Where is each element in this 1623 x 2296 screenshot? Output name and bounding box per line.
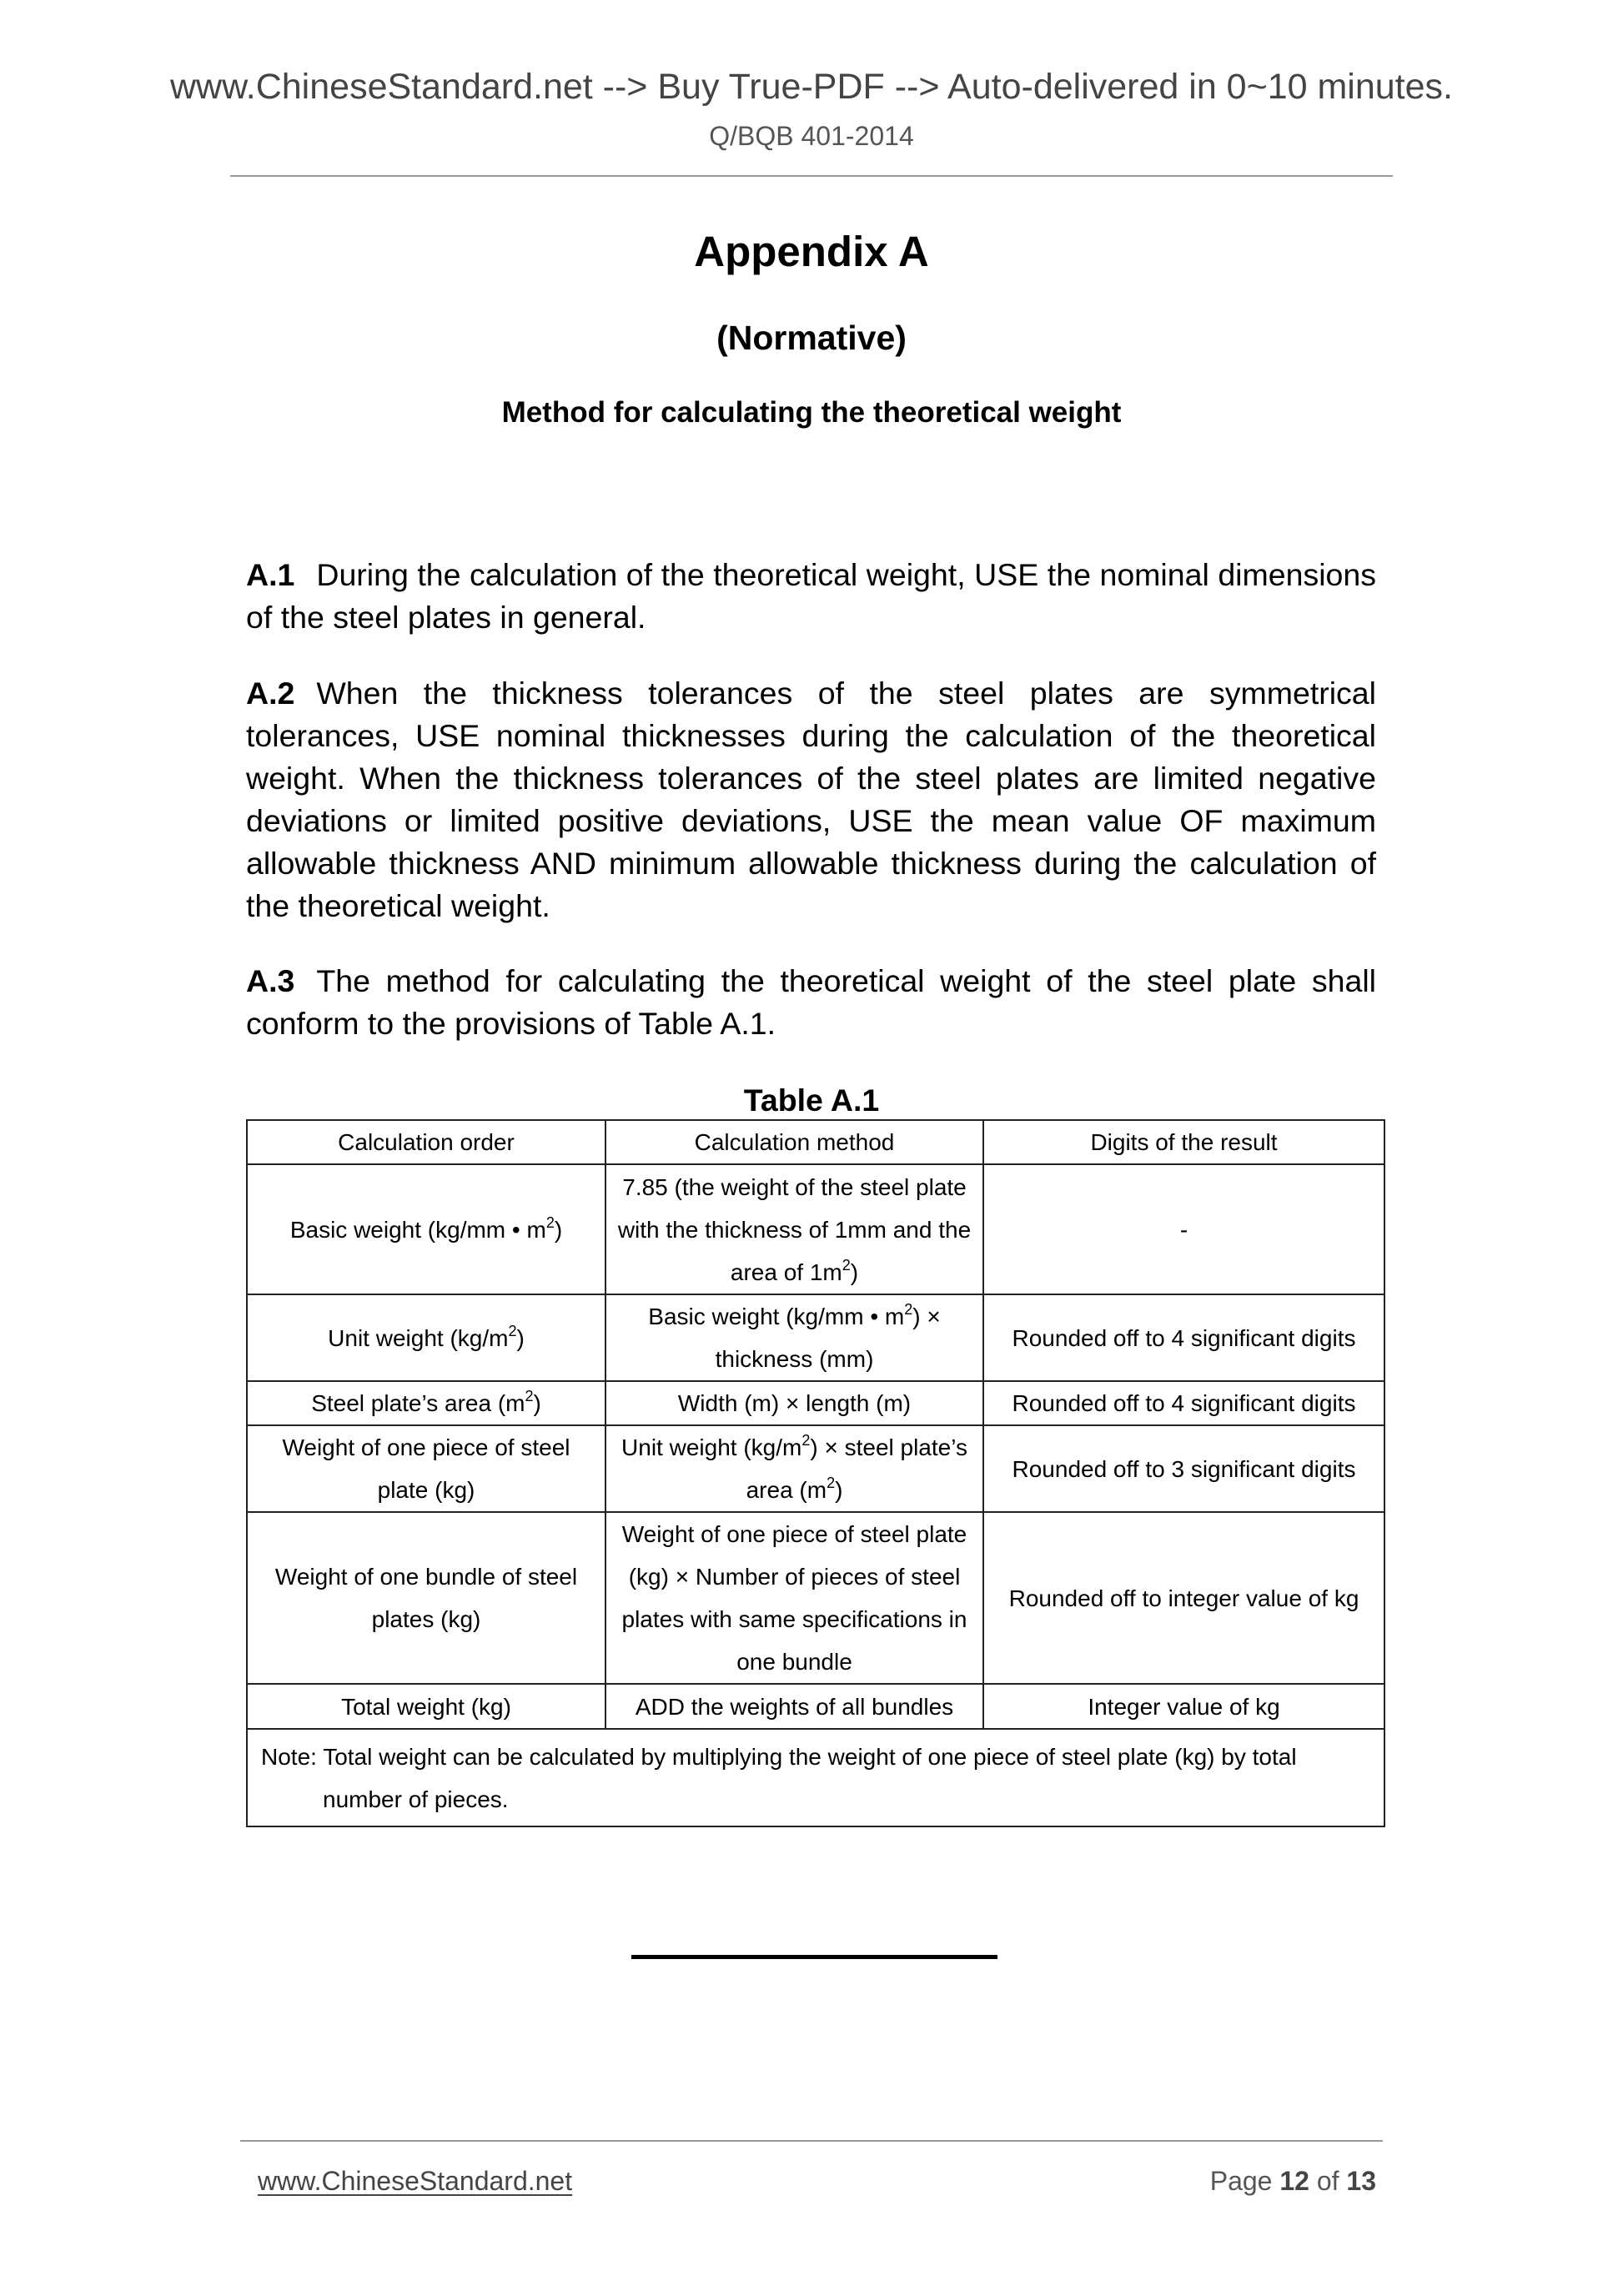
table-row <box>247 1381 1384 1425</box>
document-code: Q/BQB 401-2014 <box>709 121 914 151</box>
cell-order: Steel plate’s area $(m^2)$ <box>247 1381 605 1425</box>
footer-site-link[interactable]: www.ChineseStandard.net <box>258 2166 573 2196</box>
page-prefix: Page <box>1209 2166 1273 2196</box>
cell-method: Basic weight (kg/mm • $m^2$) × thickness (mm) <box>605 1294 983 1381</box>
cell-digits: Rounded off to 4 significant digits <box>983 1381 1384 1425</box>
end-of-document-rule <box>631 1955 997 1959</box>
column-header: Digits of the result <box>983 1120 1384 1164</box>
table-row <box>247 1164 1384 1294</box>
page-total: 13 <box>1346 2166 1376 2196</box>
header-banner: www.ChineseStandard.net --> Buy True-PDF --> Auto-delivered in 0~10 minutes. <box>169 67 1453 107</box>
cell-order: Basic weight (kg/mm • $m^2$) <box>247 1164 605 1294</box>
table-note <box>247 1729 1384 1826</box>
cell-digits: - <box>983 1164 1384 1294</box>
clause-a1 <box>246 554 1376 639</box>
page-indicator <box>1210 2165 1376 2197</box>
table-note-row <box>247 1729 1384 1826</box>
clause-text: During the calculation of the theoretical weight, USE the nominal dimensions of the steel plates in general. <box>246 557 1376 635</box>
table-row <box>247 1294 1384 1381</box>
clause-text: When the thickness tolerances of the steel plates are symmetrical tolerances, USE nominal thicknesses during the calculation of the theoretical weight. When the thickness tolerances of the steel plates are limited negative deviations or limited positive deviations, USE the mean value OF maximum allowable thickness AND minimum allowable thickness during the calculation of the theoretical weight. <box>246 676 1376 923</box>
clause-text: The method for calculating the theoretical weight of the steel plate shall conform to the provisions of Table A.1. <box>246 963 1376 1041</box>
column-header: Calculation method <box>605 1120 983 1164</box>
cell-digits: Integer value of kg <box>983 1684 1384 1729</box>
clause-a3 <box>246 960 1376 1045</box>
table-row <box>247 1684 1384 1729</box>
header-divider <box>230 175 1393 177</box>
normative-label: (Normative) <box>716 319 907 357</box>
clause-number: A.3 <box>246 963 295 998</box>
page-current: 12 <box>1279 2166 1309 2196</box>
footer-divider <box>240 2140 1383 2142</box>
table-row <box>247 1425 1384 1512</box>
calculation-table <box>246 1119 1385 1827</box>
clause-a2 <box>246 672 1376 927</box>
cell-order: Total weight (kg) <box>247 1684 605 1729</box>
cell-method: 7.85 (the weight of the steel plate with the thickness of 1mm and the area of $1m^2$) <box>605 1164 983 1294</box>
table-row <box>247 1512 1384 1684</box>
cell-digits: Rounded off to integer value of kg <box>983 1512 1384 1684</box>
table-header-row <box>247 1120 1384 1164</box>
cell-order: Weight of one bundle of steel plates (kg) <box>247 1512 605 1684</box>
cell-method: Width (m) × length (m) <box>605 1381 983 1425</box>
table-title: Table A.1 <box>743 1083 880 1118</box>
note-text: Note: Total weight can be calculated by multiplying the weight of one piece of steel plate (kg) by total number of pieces. <box>261 1743 1297 1812</box>
column-header: Calculation order <box>247 1120 605 1164</box>
page-title: Appendix A <box>694 228 929 275</box>
cell-order: Unit weight $(kg/m^2)$ <box>247 1294 605 1381</box>
clause-number: A.2 <box>246 676 295 711</box>
cell-digits: Rounded off to 3 significant digits <box>983 1425 1384 1512</box>
appendix-subtitle: Method for calculating the theoretical weight <box>501 396 1122 429</box>
cell-method: Weight of one piece of steel plate (kg) × Number of pieces of steel plates with same specifications in one bundle <box>605 1512 983 1684</box>
cell-digits: Rounded off to 4 significant digits <box>983 1294 1384 1381</box>
cell-method: ADD the weights of all bundles <box>605 1684 983 1729</box>
clause-number: A.1 <box>246 557 295 592</box>
cell-order: Weight of one piece of steel plate (kg) <box>247 1425 605 1512</box>
page-of: of <box>1316 2166 1339 2196</box>
cell-method: Unit weight $(kg/m^2)$ × steel plate’s area $(m^2)$ <box>605 1425 983 1512</box>
